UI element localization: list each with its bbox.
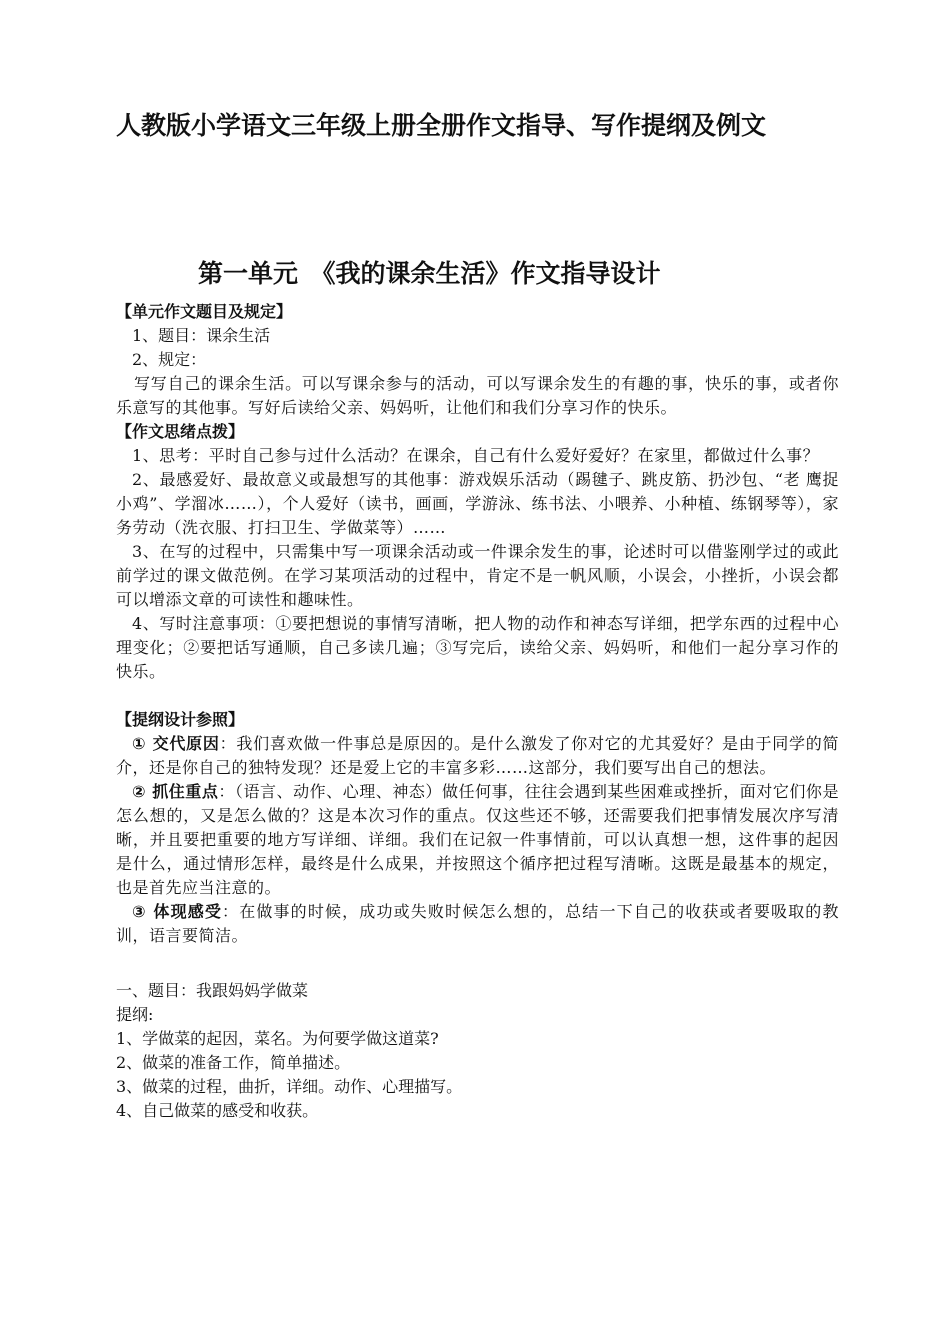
document-body	[116, 300, 839, 1123]
example-step: 4、自己做菜的感受和收获。	[116, 1101, 319, 1120]
ideas-item: 1、思考：平时自己参与过什么活动？在课余，自己有什么爱好爱好？在家里，都做过什么事？	[132, 446, 820, 465]
outline-ref-item	[116, 732, 839, 780]
example-outline-label: 提纲:	[116, 1005, 154, 1024]
example-topic: 一、题目：我跟妈妈学做菜	[116, 981, 309, 1000]
ideas-heading: 【作文思绪点拨】	[116, 422, 245, 441]
outline-ref-item-label: ② 抓住重点	[132, 782, 219, 801]
ideas-item: 2、最感爱好、最故意义或最想写的其他事：游戏娱乐活动（踢毽子、跳皮筋、扔沙包、“老 鹰捉小鸡”、学溜冰……），个人爱好（读书，画画，学游泳、练书法、小喂养、小种植、练钢琴等），家务劳动（洗衣服、打扫卫生、学做菜等）……	[116, 470, 839, 537]
unit-title: 第一单元 《我的课余生活》作文指导设计	[198, 259, 661, 288]
example-step: 3、做菜的过程，曲折，详细。动作、心理描写。	[116, 1077, 463, 1096]
outline-ref-item-sep: ：	[222, 902, 240, 921]
outline-ref-item	[116, 780, 839, 900]
requirements-rule-text: 写写自己的课余生活。可以写课余参与的活动，可以写课余发生的有趣的事，快乐的事，或者你乐意写的其他事。写好后读给父亲、妈妈听，让他们和我们分享习作的快乐。	[116, 374, 839, 417]
outline-ref-item-label: ① 交代原因	[132, 734, 220, 753]
document-title: 人教版小学语文三年级上册全册作文指导、写作提纲及例文	[116, 111, 767, 140]
outline-ref-item-text: （语言、动作、心理、神态）做任何事，往往会遇到某些困难或挫折，面对它们你是怎么想的，又是怎么做的？这是本次习作的重点。仅这些还不够，还需要我们把事情发展次序写清晰，并且要把重要的地方写详细、详细。我们在记叙一件事情前，可以认真想一想，这件事的起因是什么，通过情形怎样，最终是什么成果，并按照这个循序把过程写清晰。这既是最基本的规定，也是首先应当注意的。	[116, 782, 839, 897]
outline-ref-item	[116, 900, 839, 948]
outline-ref-item-text: 在做事的时候，成功或失败时候怎么想的，总结一下自己的收获或者要吸取的教训，语言要简洁。	[116, 902, 839, 945]
outline-ref-heading: 【提纲设计参照】	[116, 710, 245, 729]
requirements-rule-label: 2、规定：	[132, 350, 207, 369]
example-step: 1、学做菜的起因，菜名。为何要学做这道菜?	[116, 1029, 439, 1048]
requirements-topic: 1、题目：课余生活	[132, 326, 271, 345]
requirements-heading: 【单元作文题目及规定】	[116, 302, 293, 321]
ideas-item: 4、写时注意事项：①要把想说的事情写清晰，把人物的动作和神态写详细，把学东西的过程中心理变化；②要把话写通顺，自己多读几遍；③写完后，读给父亲、妈妈听，和他们一起分享习作的快乐。	[116, 614, 839, 681]
example-step: 2、做菜的准备工作，简单描述。	[116, 1053, 351, 1072]
outline-ref-item-label: ③ 体现感受	[132, 902, 223, 921]
outline-ref-item-sep: ：	[219, 734, 237, 753]
outline-ref-item-sep: ：	[218, 782, 235, 801]
outline-ref-item-text: 我们喜欢做一件事总是原因的。是什么激发了你对它的尤其爱好？是由于同学的简介，还是你自己的独特发现？还是爱上它的丰富多彩……这部分，我们要写出自己的想法。	[116, 734, 839, 777]
ideas-item: 3、在写的过程中，只需集中写一项课余活动或一件课余发生的事，论述时可以借鉴刚学过的或此前学过的课文做范例。在学习某项活动的过程中，肯定不是一帆风顺，小误会，小挫折，小误会都可以增添文章的可读性和趣味性。	[116, 542, 839, 609]
